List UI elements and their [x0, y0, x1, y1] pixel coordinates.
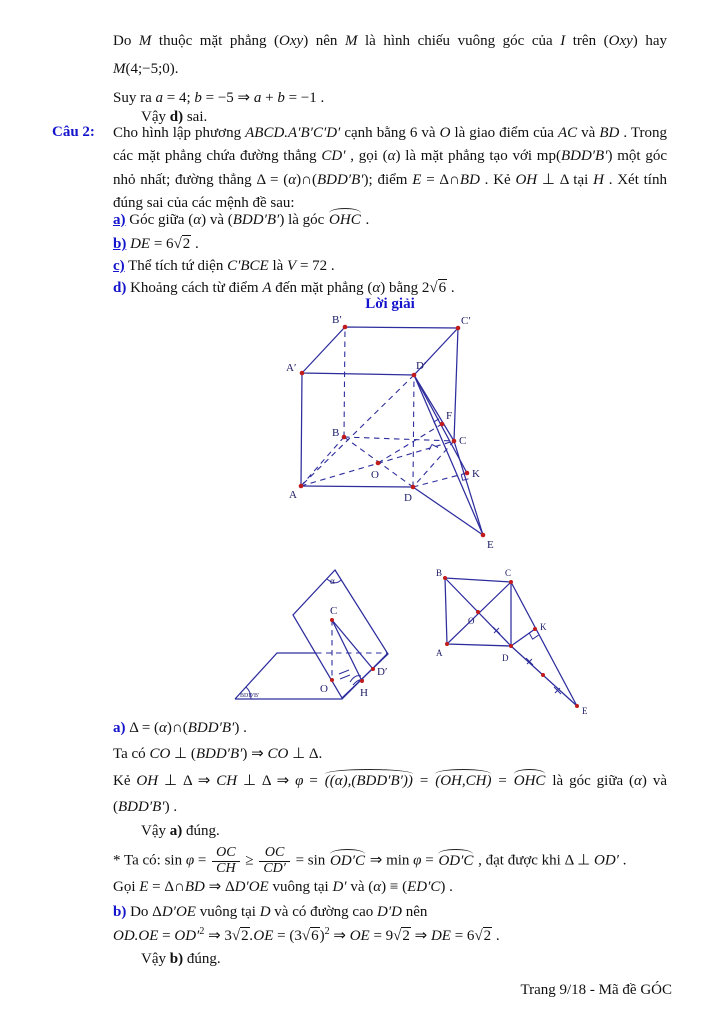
solution-line-a6: * Ta có: sin φ = $\frac{OC}{CH}$ ≥ $\frac{OC}{CD'}$ = sin OD′C ⇒ min φ = OD′C , đạt được khi Δ ⊥ OD′ .	[113, 845, 627, 876]
text-seg: OH	[515, 172, 538, 188]
text-seg: OH	[136, 773, 159, 789]
text-seg: a)	[113, 212, 126, 228]
cube-label-Cp: C′	[461, 315, 471, 327]
text-seg: b)	[113, 904, 127, 920]
intro-line-4: Vậy d) sai.	[141, 109, 208, 125]
text-seg: (OH,CH)	[435, 773, 492, 789]
text-seg: $\frac{OC}{CD'}$	[259, 846, 290, 876]
text-seg: CO	[267, 746, 289, 762]
text-seg: φ	[413, 852, 422, 869]
right-angle-marks	[429, 419, 469, 481]
plane-label-H: H	[360, 687, 368, 699]
text-seg: BDD′B′	[187, 720, 235, 736]
cube-figure	[270, 312, 505, 552]
square-label-C: C	[505, 568, 512, 578]
question-line-2: các mặt phẳng chứa đường thẳng CD′ , gọi (α) là mặt phẳng tạo với mp(BDD′B′) một góc	[113, 148, 667, 164]
text-seg: b	[194, 90, 202, 106]
text-seg: a	[155, 90, 163, 106]
statement-a: a) Góc giữa (α) và (BDD′B′) là góc OHC .	[113, 212, 370, 228]
text-seg: √ 6	[302, 927, 320, 944]
text-seg: DE	[130, 236, 151, 252]
text-seg: V	[287, 258, 297, 274]
text-seg: d)	[113, 280, 127, 296]
statement-d: d) Khoảng cách từ điểm A đến mặt phẳng (α) bằng 2 √ 6 .	[113, 279, 667, 298]
square-label-D: D	[502, 653, 509, 663]
square-label-K: K	[540, 622, 547, 632]
text-seg: O	[439, 125, 451, 141]
intro-line-2: M(4;−5;0).	[113, 61, 179, 77]
text-seg: D	[259, 904, 271, 920]
text-seg: D′D	[376, 904, 402, 920]
text-seg: D′OE	[234, 879, 269, 895]
text-seg: OD′C	[438, 852, 474, 869]
text-seg: a	[253, 90, 262, 106]
text-seg: M	[344, 33, 358, 49]
text-seg: BD	[599, 125, 620, 141]
text-seg: OD.OE	[113, 928, 159, 944]
cube-solid-edges	[301, 327, 483, 535]
cube-label-B: B	[332, 427, 340, 439]
plane-label-C: C	[330, 605, 338, 617]
text-seg: Oxy	[608, 33, 633, 49]
solution-title: Lời giải	[365, 296, 415, 312]
text-seg: Oxy	[279, 33, 304, 49]
text-seg: α	[387, 148, 396, 164]
text-seg: DE	[430, 928, 451, 944]
intro-line-1: Do M thuộc mặt phẳng (Oxy) nên M là hình chiếu vuông góc của I trên (Oxy) hay	[113, 33, 667, 49]
text-seg: c)	[113, 258, 125, 274]
text-seg: D′OE	[161, 904, 196, 920]
cube-label-K: K	[472, 468, 480, 480]
cube-label-Dp: D′	[416, 360, 427, 372]
text-seg: α	[373, 879, 382, 895]
square-figure	[420, 555, 605, 720]
text-seg: √ 2	[232, 927, 250, 944]
text-seg: BD	[459, 172, 480, 188]
text-seg: OD′	[594, 852, 619, 869]
text-seg: M	[138, 33, 152, 49]
intro-line-3: Suy ra a = 4; b = −5 ⇒ a + b = −1 .	[113, 90, 325, 106]
solution-line-a7: Gọi E = Δ∩BD ⇒ ΔD′OE vuông tại D′ và (α) ≡ (ED′C) .	[113, 879, 453, 895]
text-seg: CH	[216, 773, 238, 789]
text-seg: φ	[185, 852, 195, 869]
square-label-B: B	[436, 568, 443, 578]
solution-line-a2: Ta có CO ⊥ (BDD′B′) ⇒ CO ⊥ Δ.	[113, 746, 323, 762]
cube-dashed-edges	[301, 327, 467, 487]
question-line-4: đúng sai của các mệnh đề sau:	[113, 195, 295, 211]
text-seg: $\frac{OC}{CH}$	[212, 846, 239, 876]
text-seg: ED′C	[407, 879, 441, 895]
text-seg: √ 2	[393, 927, 411, 944]
plane-label-Dp: D′	[377, 666, 388, 678]
solution-line-a3: Kẻ OH ⊥ Δ ⇒ CH ⊥ Δ ⇒ φ = ((α),(BDD′B′)) = (OH,CH) = OHC là góc giữa (α) và	[113, 773, 667, 789]
text-seg: OD′	[174, 928, 200, 944]
square-edges	[445, 578, 577, 706]
text-seg: √ 6	[429, 279, 447, 296]
text-seg: E	[412, 172, 422, 188]
text-seg: d)	[169, 109, 184, 125]
square-labels	[436, 568, 588, 716]
solution-line-a1: a) Δ = (α)∩(BDD′B′) .	[113, 720, 247, 736]
text-seg: D′	[332, 879, 347, 895]
planes-marks	[246, 579, 364, 699]
text-seg: √ 2	[474, 927, 492, 944]
text-seg: M	[113, 61, 126, 77]
cube-label-D: D	[404, 492, 412, 504]
text-seg: AC	[557, 125, 578, 141]
text-seg: CD′	[321, 148, 346, 164]
text-seg: OE	[349, 928, 370, 944]
text-seg: ABCD.A′B′C′D′	[245, 125, 341, 141]
text-seg: BDD′B′	[118, 799, 165, 815]
text-seg: C′BCE	[227, 258, 269, 274]
text-seg: α	[372, 280, 381, 296]
cube-label-F: F	[446, 410, 453, 422]
text-seg: BDD′B′	[316, 172, 364, 188]
cube-label-Ap: A′	[286, 362, 297, 374]
solution-line-b2: $OD.OE = OD'^2$ ⇒ 3 √ 2.OE = (3 √ 6)$^2$ ⇒ OE = 9 √ 2 ⇒ DE = 6 √ 2 .	[113, 926, 667, 946]
text-seg: ((α),(BDD′B′))	[324, 773, 413, 789]
cube-label-C: C	[459, 435, 467, 447]
text-seg: √ 2	[174, 235, 192, 252]
text-seg: b	[277, 90, 285, 106]
text-seg: BDD′B′	[195, 746, 243, 762]
cube-label-O: O	[371, 469, 379, 481]
text-seg: b)	[169, 951, 184, 967]
solution-line-b1: b) Do ΔD′OE vuông tại D và có đường cao D′D nên	[113, 904, 428, 920]
text-seg: a)	[113, 720, 126, 736]
text-seg: BD	[184, 879, 205, 895]
text-seg: BDD′B′	[232, 212, 280, 228]
cube-labels	[286, 314, 494, 551]
text-seg: α	[193, 212, 202, 228]
text-seg: α	[288, 172, 297, 188]
planes-labels	[240, 576, 387, 699]
text-seg: H	[593, 172, 604, 188]
text-seg: BDD′B′	[560, 148, 608, 164]
text-seg: .OE	[249, 928, 274, 944]
plane-label-O: O	[320, 683, 328, 695]
solution-line-a4: (BDD′B′) .	[113, 799, 178, 815]
text-seg: b)	[113, 236, 127, 252]
text-seg: I	[560, 33, 566, 49]
solution-line-b3: Vậy b) đúng.	[141, 951, 221, 967]
text-seg: A	[262, 280, 272, 296]
planes-figure	[225, 555, 405, 717]
text-seg: OD′C	[330, 852, 365, 869]
text-seg: a)	[169, 823, 183, 839]
question-line-1: Cho hình lập phương ABCD.A′B′C′D′ cạnh bằng 6 và O là giao điểm của AC và BD . Trong	[113, 125, 668, 141]
text-seg: OHC	[329, 212, 361, 228]
text-seg: 2	[199, 926, 205, 937]
text-seg: 2	[324, 926, 330, 937]
statement-b: b) DE = 6 √ 2 .	[113, 235, 667, 254]
text-seg: α	[159, 720, 167, 736]
cube-label-A: A	[289, 489, 297, 501]
cube-label-Bp: B′	[332, 314, 342, 326]
square-label-A: A	[436, 648, 443, 658]
cube-label-E: E	[487, 539, 494, 551]
statement-c: c) Thể tích tứ diện C′BCE là V = 72 .	[113, 258, 335, 274]
footer-page-info: Trang 9/18 - Mã đề GÓC	[520, 982, 672, 998]
question-label: Câu 2:	[52, 124, 95, 140]
question-line-3: nhỏ nhất; đường thẳng Δ = (α)∩(BDD′B′); điểm E = Δ∩BD . Kẻ OH ⊥ Δ tại H . Xét tính	[113, 172, 667, 188]
solution-line-a5: Vậy a) đúng.	[141, 823, 220, 839]
square-label-E: E	[582, 706, 588, 716]
text-seg: E	[139, 879, 149, 895]
text-seg: α	[634, 773, 642, 789]
text-seg: OHC	[513, 773, 546, 789]
text-seg: φ	[295, 773, 304, 789]
plane-label-alpha: α	[330, 576, 335, 586]
plane-label-name: BDD′B′	[240, 693, 260, 699]
text-seg: CO	[149, 746, 171, 762]
square-label-O: O	[468, 616, 475, 626]
planes-edges	[235, 570, 388, 699]
